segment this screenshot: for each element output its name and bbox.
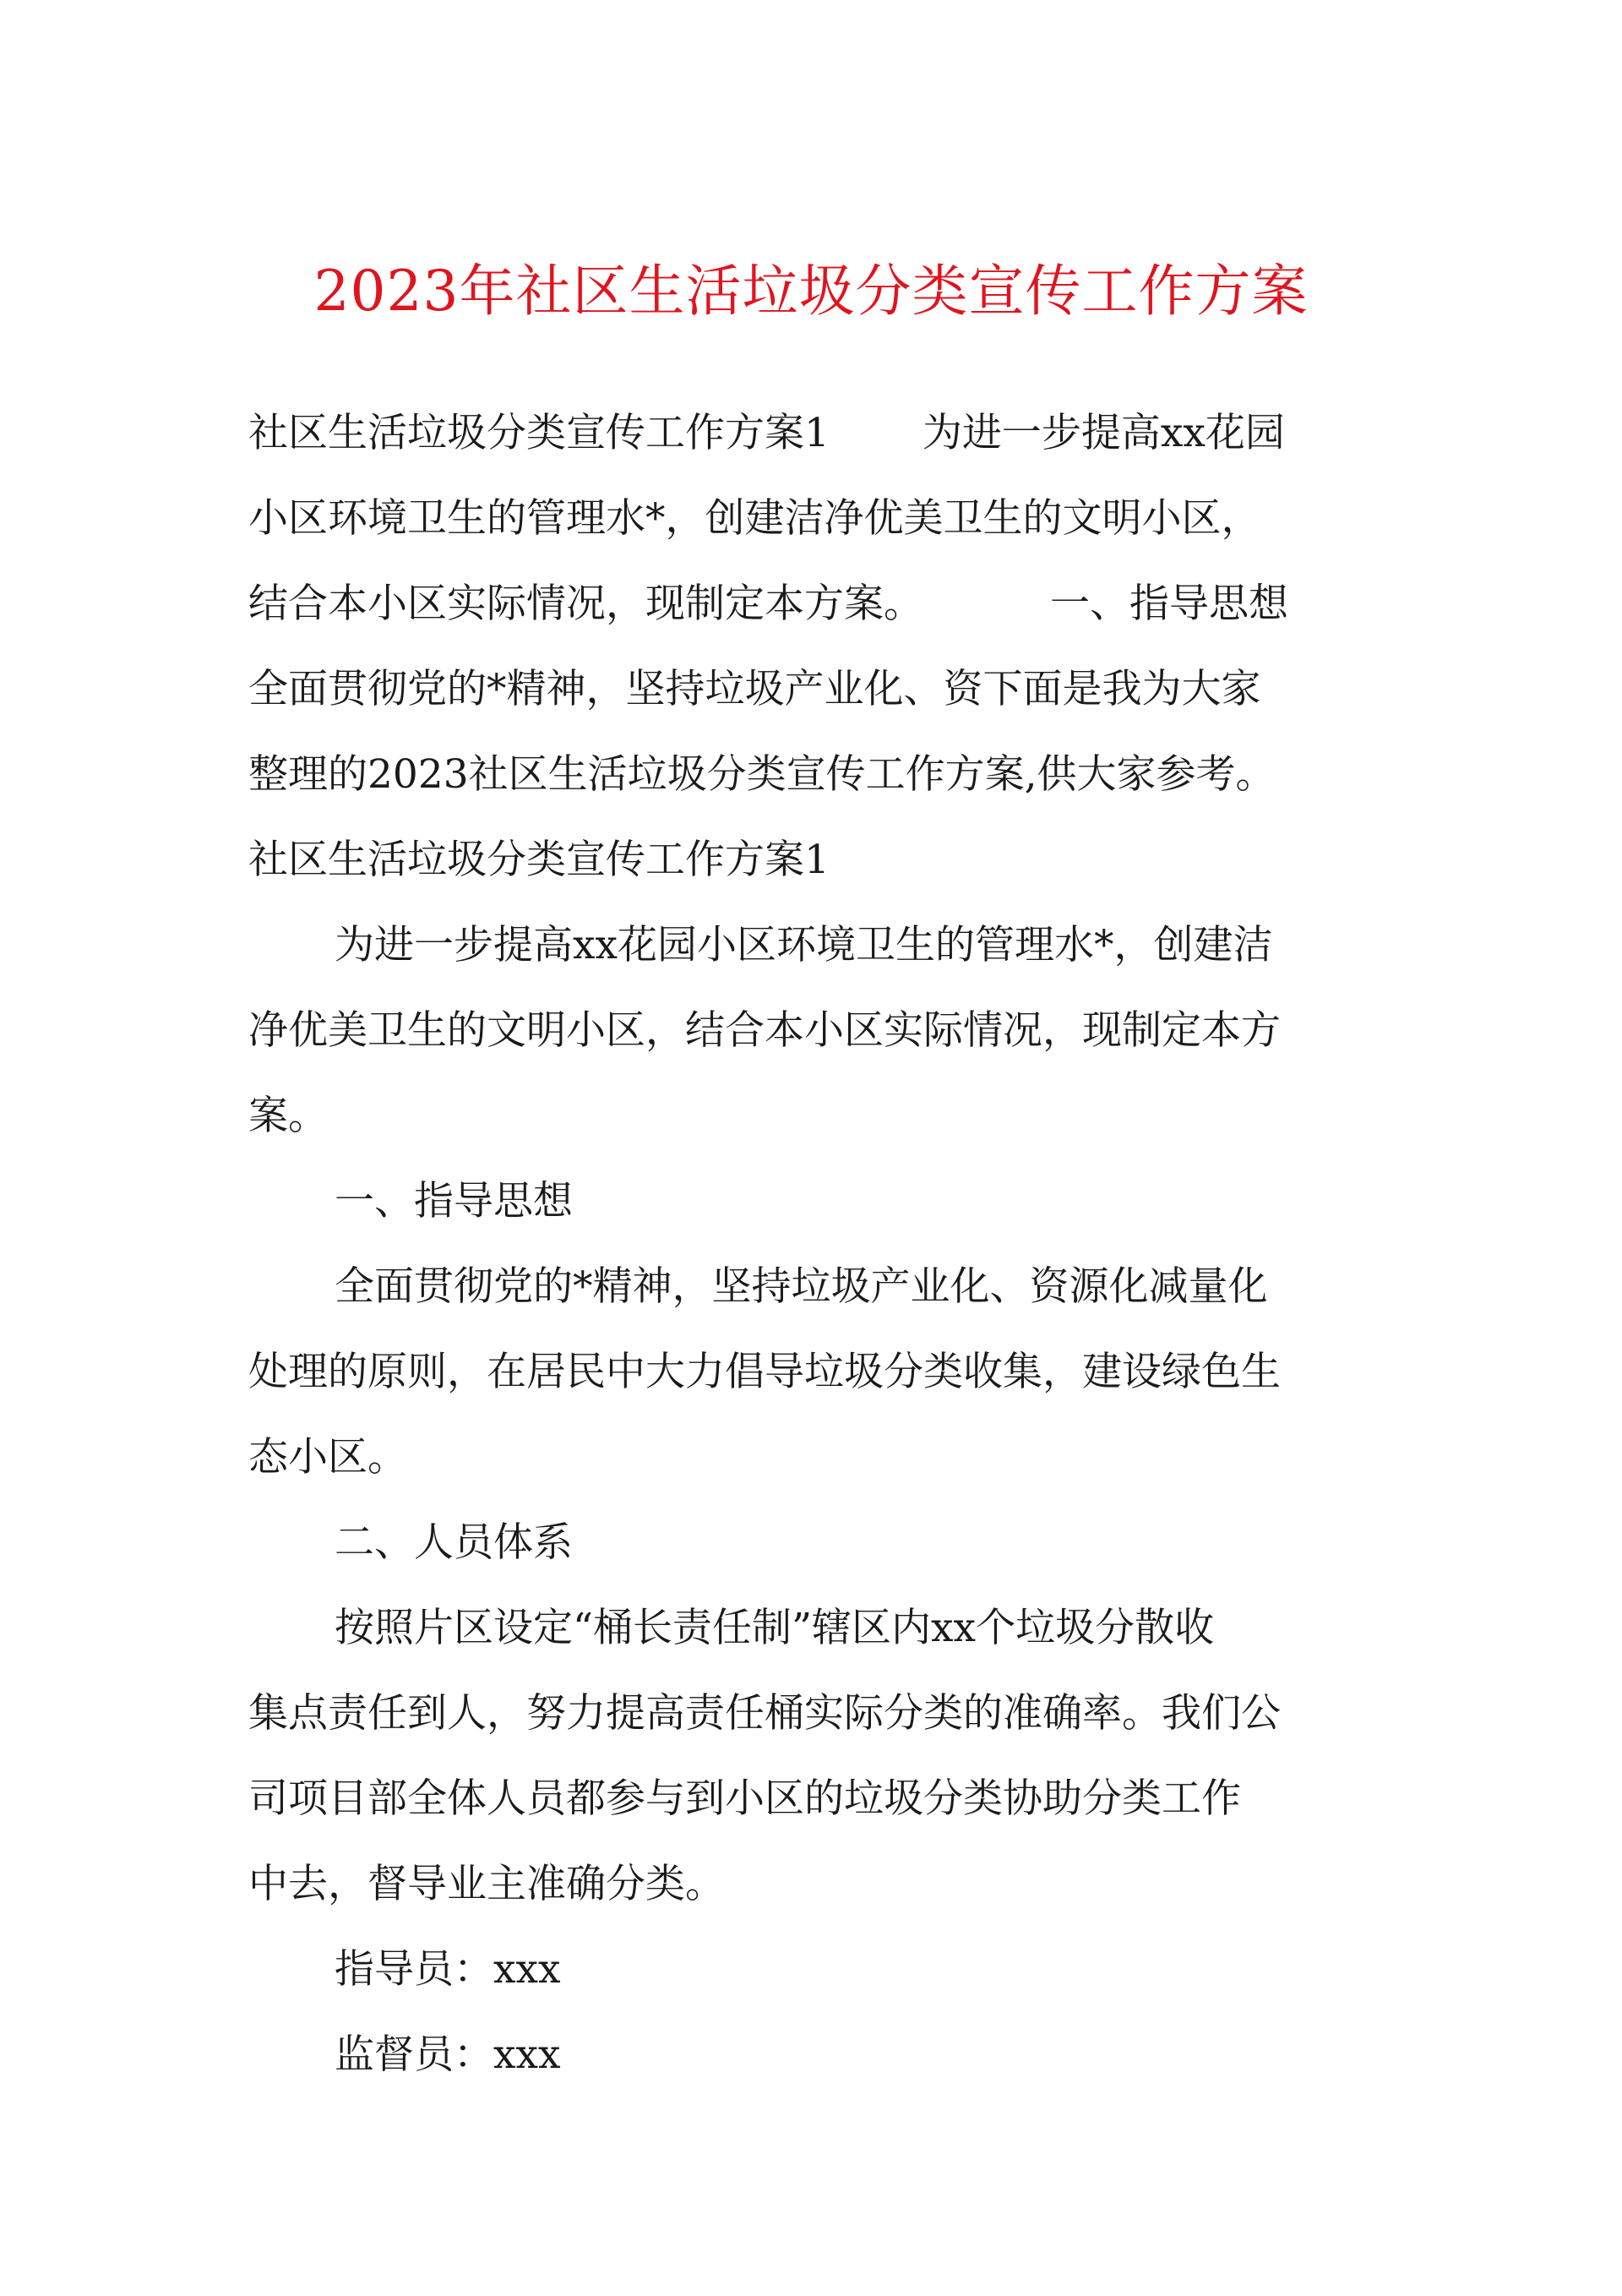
document-body — [248, 390, 1389, 2097]
intro-text-3b: 一、指导思想 — [1050, 581, 1288, 627]
intro-text-1b: 为进一步提高xx花园 — [922, 410, 1285, 456]
intro-line-6: 社区生活垃圾分类宣传工作方案1 — [248, 837, 830, 883]
intro-line-2: 小区环境卫生的管理水*，创建洁净优美卫生的文明小区， — [248, 495, 1261, 542]
paragraph-1-line-2: 净优美卫生的文明小区，结合本小区实际情况，现制定本方 — [248, 1007, 1281, 1054]
paragraph-3-line-3: 司项目部全体人员都参与到小区的垃圾分类协助分类工作 — [248, 1775, 1241, 1822]
paragraph-2-line-3: 态小区。 — [248, 1434, 407, 1481]
paragraph-1-line-1: 为进一步提高xx花园小区环境卫生的管理水*，创建洁 — [335, 922, 1273, 968]
paragraph-3-line-2: 集点责任到人，努力提高责任桶实际分类的准确率。我们公 — [248, 1690, 1281, 1737]
intro-line-4: 全面贯彻党的*精神，坚持垃圾产业化、资下面是我为大家 — [248, 666, 1261, 712]
staff-supervisor-line: 监督员：xxx — [335, 2031, 561, 2078]
paragraph-2-line-1: 全面贯彻党的*精神，坚持垃圾产业化、资源化减量化 — [335, 1263, 1268, 1310]
intro-line-3 — [248, 561, 1389, 646]
section-heading-staff-system: 二、人员体系 — [335, 1519, 573, 1566]
paragraph-3-line-4: 中去，督导业主准确分类。 — [248, 1861, 725, 1907]
paragraph-1-line-3: 案。 — [248, 1093, 328, 1139]
section-heading-guiding-thought: 一、指导思想 — [335, 1178, 573, 1224]
intro-text-1a: 社区生活垃圾分类宣传工作方案1 — [248, 410, 830, 456]
intro-text-3a: 结合本小区实际情况，现制定本方案。 — [248, 581, 923, 627]
staff-guide-line: 指导员：xxx — [335, 1946, 561, 1993]
intro-line-5: 整理的2023社区生活垃圾分类宣传工作方案,供大家参考。 — [248, 751, 1276, 798]
intro-line-1 — [248, 390, 1389, 476]
document-title: 2023年社区生活垃圾分类宣传工作方案 — [313, 259, 1309, 324]
paragraph-3-line-1: 按照片区设定“桶长责任制”辖区内xx个垃圾分散收 — [335, 1605, 1215, 1651]
paragraph-2-line-2: 处理的原则，在居民中大力倡导垃圾分类收集，建设绿色生 — [248, 1349, 1281, 1395]
